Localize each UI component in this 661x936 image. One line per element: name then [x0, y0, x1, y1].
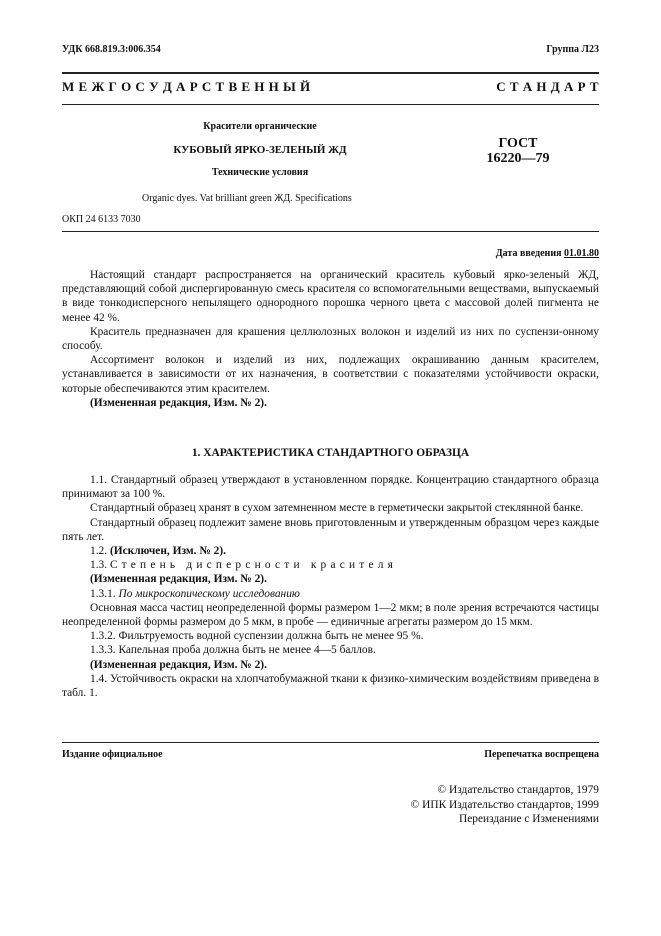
intro-date-value: 01.01.80: [564, 248, 599, 259]
section-1-body: [62, 473, 599, 700]
section-item-1-3: 1.3. Степень дисперсности красителя: [90, 559, 398, 572]
english-title: Organic dyes. Vat brilliant green ЖД. Specifications: [142, 193, 352, 204]
section-amendment-note: (Измененная редакция, Изм. № 2).: [90, 573, 267, 586]
top-rule: [62, 72, 599, 74]
intro-body: [62, 268, 599, 410]
section-item-1-3-1: 1.3.1. По микроскопическому исследованию: [90, 587, 300, 600]
intro-amendment-note: (Измененная редакция, Изм. № 2).: [90, 396, 267, 409]
section-paragraph: 1.4. Устойчивость окраски на хлопчатобумажной ткани к физико-химическим воздействиям приведена в табл. 1.: [62, 672, 599, 700]
okp-code: ОКП 24 6133 7030: [62, 214, 141, 225]
section-amendment-note: (Измененная редакция, Изм. № 2).: [90, 658, 267, 671]
udk-code: УДК 668.819.3:006.354: [62, 44, 161, 55]
intro-date-label: Дата введения: [495, 248, 562, 259]
banner-word-1: М Е Ж Г О С У Д А Р С Т В Е Н Н Ы Й: [62, 79, 311, 94]
gost-number: 16220—79: [486, 151, 550, 166]
title-line-2: КУБОВЫЙ ЯРКО-ЗЕЛЕНЫЙ ЖД: [173, 144, 347, 156]
footer-rule: [62, 742, 599, 743]
copyright-line: © ИПК Издательство стандартов, 1999: [410, 798, 599, 811]
banner-rule: [62, 104, 599, 105]
gost-label: ГОСТ: [498, 136, 538, 151]
section-item-1-2: 1.2. (Исключен, Изм. № 2).: [90, 545, 226, 558]
section-paragraph: Стандартный образец подлежит замене вновь приготовленным и утвержденным образцом через каждые пять лет.: [62, 516, 599, 543]
intro-paragraph: Ассортимент волокон и изделий из них, подлежащих окрашиванию данным красителем, устанавливается в зависимости от их назначения, в соответствии с показателями устойчивости окраски, которые обеспечиваются этим красителем.: [62, 354, 599, 395]
section-1-title: 1. ХАРАКТЕРИСТИКА СТАНДАРТНОГО ОБРАЗЦА: [191, 447, 470, 459]
copyright-block: [411, 783, 599, 827]
section-paragraph: 1.3.3. Капельная проба должна быть не менее 4—5 баллов.: [90, 644, 376, 657]
group-code: Группа Л23: [546, 44, 599, 55]
title-line-1: Красители органические: [203, 121, 317, 132]
reissue-note: Переиздание с Изменениями: [459, 813, 599, 825]
section-paragraph: Основная масса частиц неопределенной формы размером 1—2 мкм; в поле зрения встречаются частицы неопределенной формы размером до 5 мкм, в пробе — единичные агрегаты размером до 15 мкм.: [62, 601, 599, 629]
okp-rule: [62, 231, 599, 232]
official-edition: Издание официальное: [62, 749, 163, 760]
section-paragraph: 1.3.2. Фильтруемость водной суспензии должна быть не менее 95 %.: [90, 630, 424, 643]
section-paragraph: Стандартный образец хранят в сухом затемненном месте в герметически закрытой стеклянной банке.: [90, 502, 584, 515]
intro-date: [496, 248, 599, 260]
copyright-line: © Издательство стандартов, 1979: [437, 784, 599, 796]
intro-paragraph: Краситель предназначен для крашения целлюлозных волокон и изделий из них по суспензи-онному способу.: [62, 325, 599, 353]
reprint-prohibited: Перепечатка воспрещена: [484, 749, 599, 760]
intro-paragraph: Настоящий стандарт распространяется на органический краситель кубовый ярко-зеленый ЖД, представляющий собой диспергированную смесь красителя со вспомогательными веществами, выпускаемый в виде тонкодисперсного непылящего однородного порошка черного цвета с массовой долей пигмента не менее 42 %.: [62, 269, 599, 324]
title-line-3: Технические условия: [211, 167, 309, 178]
section-paragraph: 1.1. Стандартный образец утверждают в установленном порядке. Концентрацию стандартного образца принимают за 100 %.: [62, 474, 599, 501]
banner-word-2: С Т А Н Д А Р Т: [496, 79, 599, 94]
